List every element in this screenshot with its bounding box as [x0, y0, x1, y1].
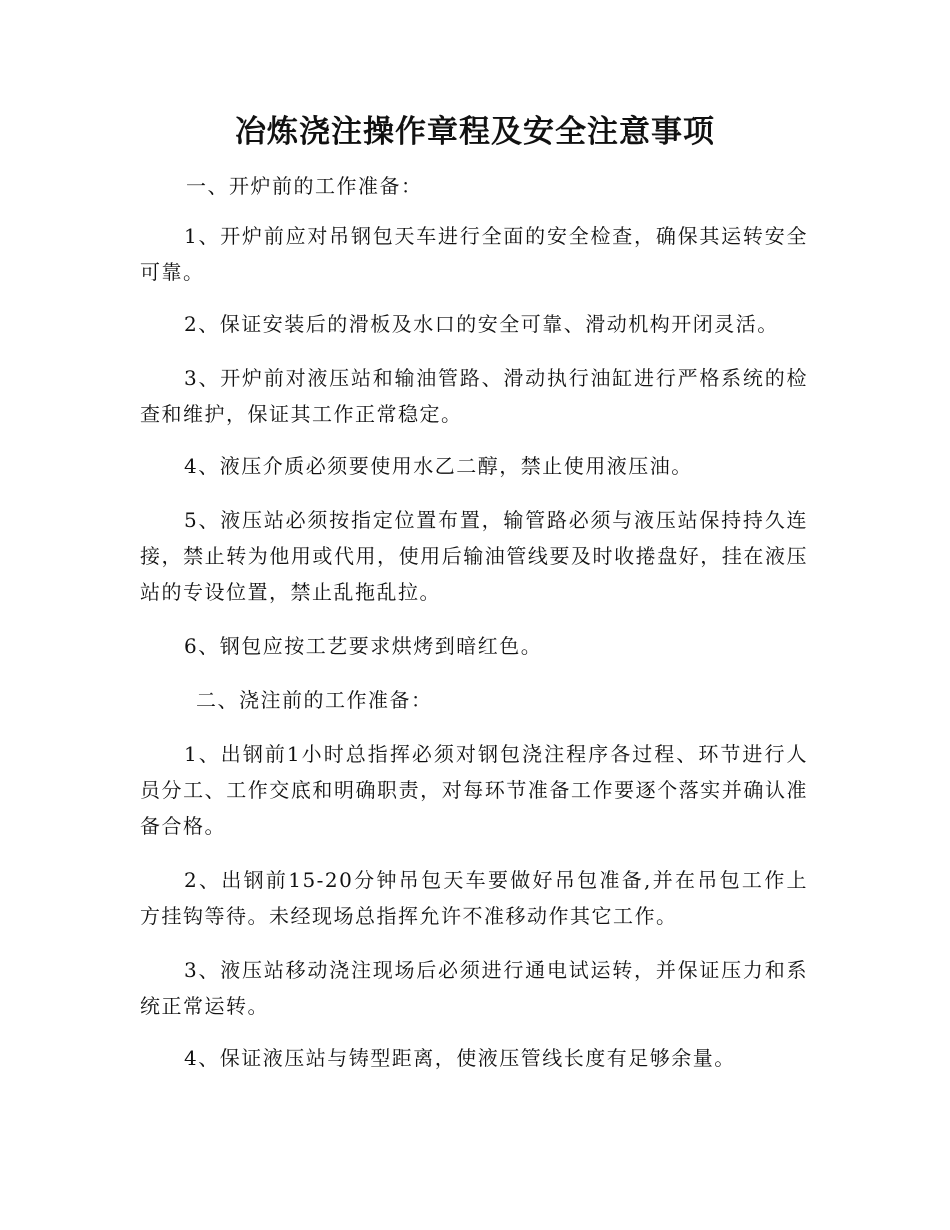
section-1-item-6: 6、钢包应按工艺要求烘烤到暗红色。	[184, 634, 543, 658]
section-1-item-2: 2、保证安装后的滑板及水口的安全可靠、滑动机构开闭灵活。	[184, 312, 779, 336]
section-2-item-4: 4、保证液压站与铸型距离，使液压管线长度有足够余量。	[184, 1046, 736, 1070]
section-2-heading: 二、浇注前的工作准备：	[196, 688, 433, 712]
section-1-item-5: 5、液压站必须按指定位置布置，输管路必须与液压站保持持久连接，禁止转为他用或代用，使用后输油管线要及时收捲盘好，挂在液压站的专设位置，禁止乱拖乱拉。	[140, 508, 808, 604]
section-2-item-1: 1、出钢前1小时总指挥必须对钢包浇注程序各过程、环节进行人员分工、工作交底和明确职责，对每环节准备工作要逐个落实并确认准备合格。	[140, 742, 808, 838]
section-1-item-3: 3、开炉前对液压站和输油管路、滑动执行油缸进行严格系统的检查和维护，保证其工作正常稳定。	[140, 366, 808, 426]
section-1-heading: 一、开炉前的工作准备：	[186, 174, 423, 198]
section-1-item-4: 4、液压介质必须要使用水乙二醇，禁止使用液压油。	[184, 454, 693, 478]
document-title: 冶炼浇注操作章程及安全注意事项	[235, 114, 715, 150]
section-2-item-3: 3、液压站移动浇注现场后必须进行通电试运转，并保证压力和系统正常运转。	[140, 958, 808, 1018]
section-1-item-1: 1、开炉前应对吊钢包天车进行全面的安全检查，确保其运转安全可靠。	[140, 224, 808, 284]
section-2-item-2: 2、出钢前15-20分钟吊包天车要做好吊包准备,并在吊包工作上方挂钩等待。未经现场总指挥允许不准移动作其它工作。	[140, 868, 808, 928]
